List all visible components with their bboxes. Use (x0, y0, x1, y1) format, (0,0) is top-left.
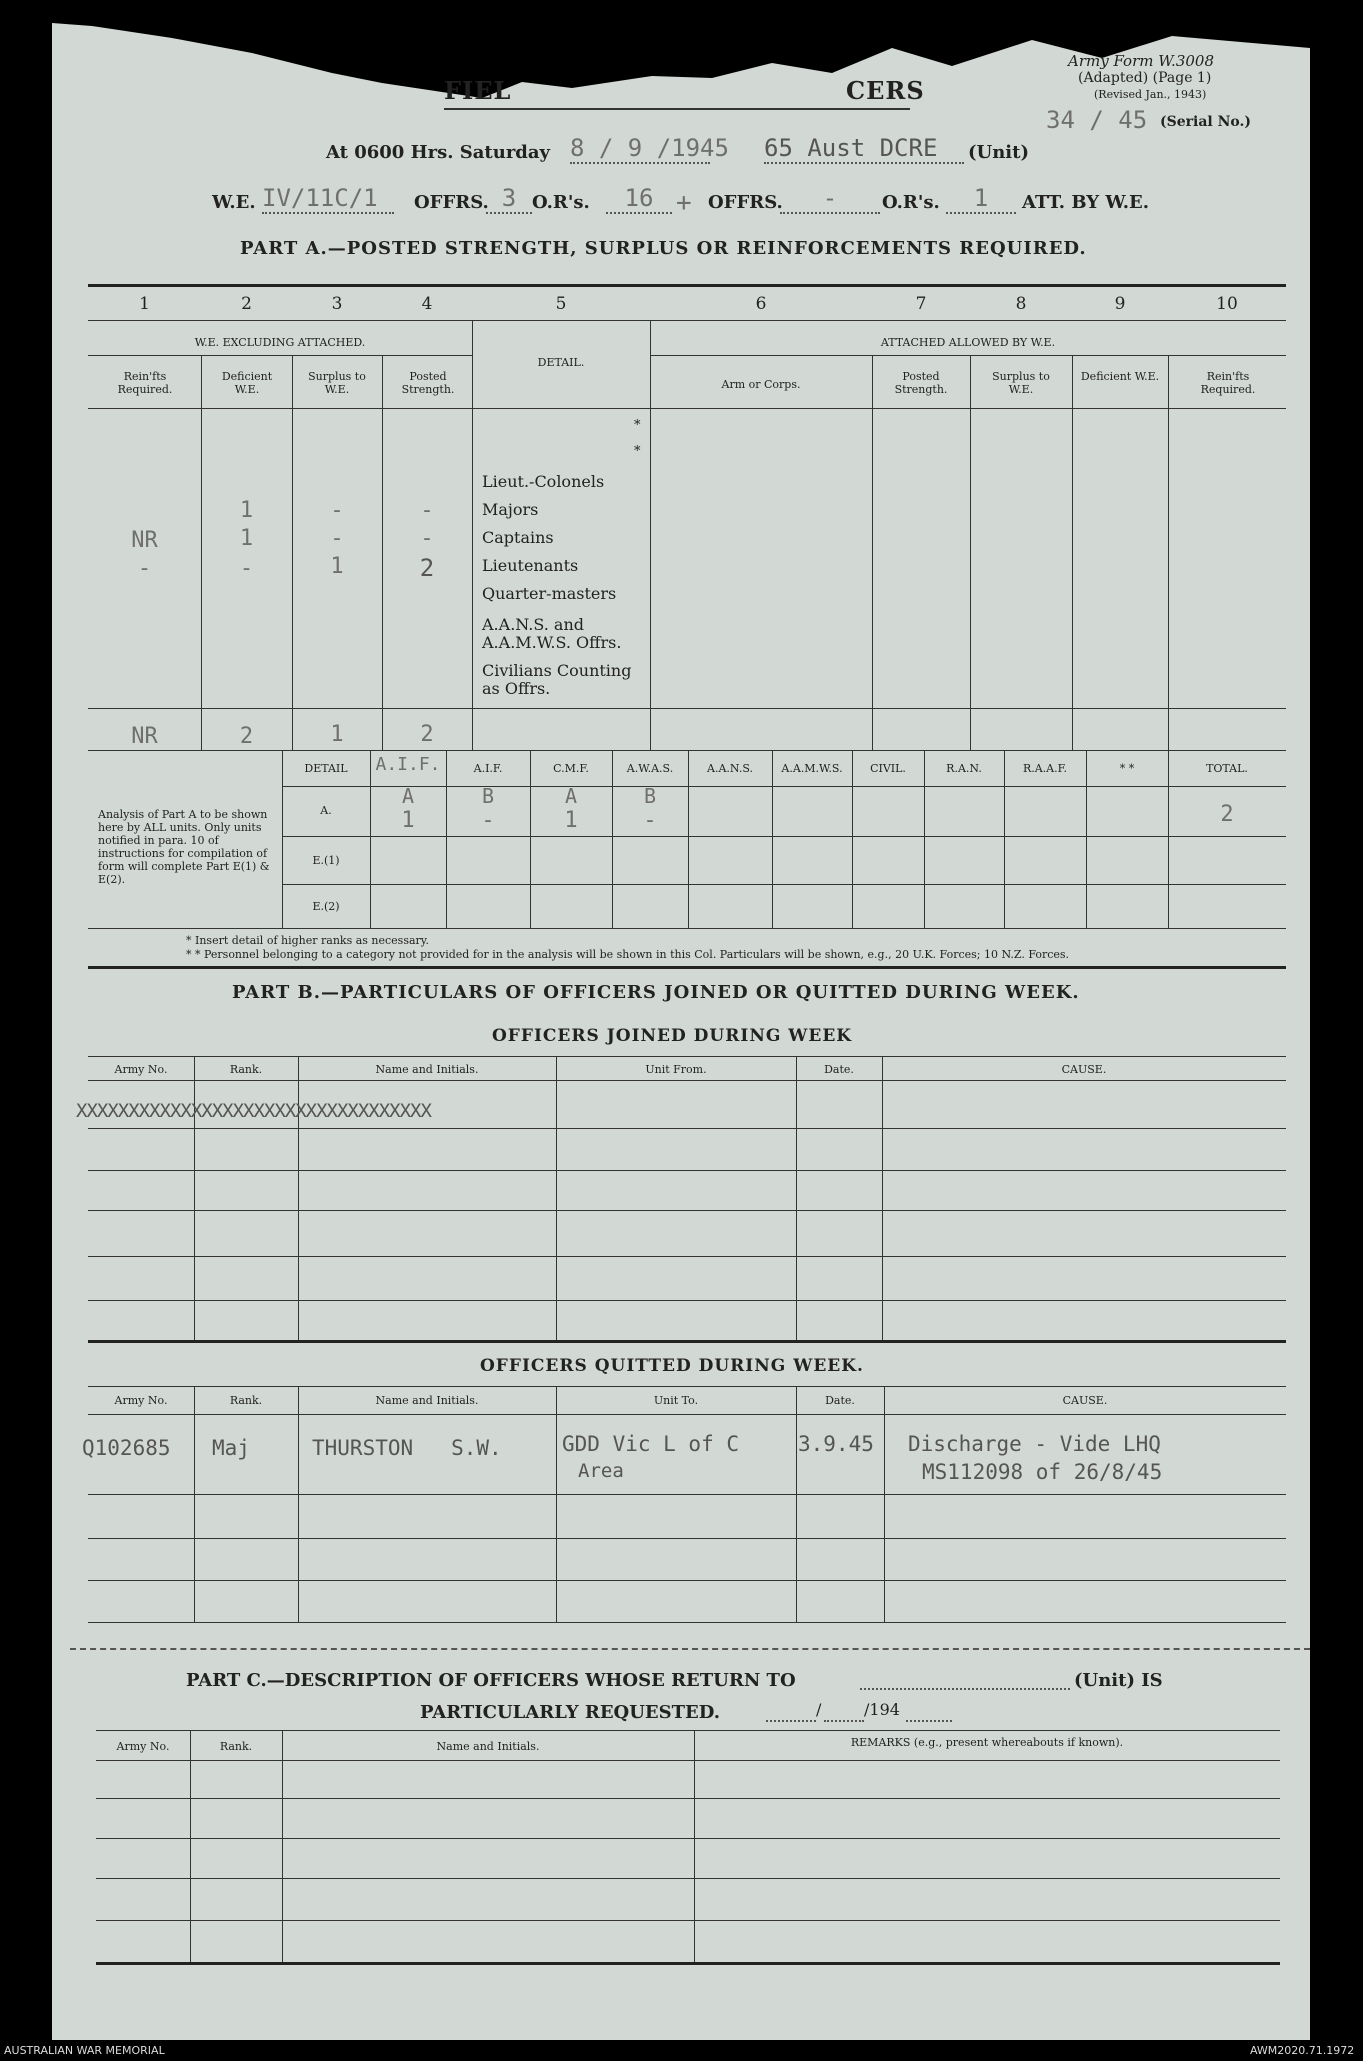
ors-label: O.R's. (532, 192, 590, 213)
hdr-reinfts-att: Rein'fts Required. (1200, 370, 1256, 396)
offrs-label: OFFRS. (414, 192, 489, 213)
serial-label: (Serial No.) (1160, 114, 1251, 130)
an-sub-cmf: A (564, 784, 578, 808)
q-unit-area: Area (578, 1460, 624, 1482)
an-sub-awas: B (643, 784, 657, 808)
hdr-detail: DETAIL. (537, 356, 585, 369)
an-hdr-ran: R.A.N. (946, 762, 982, 775)
unit-label: (Unit) (968, 142, 1029, 163)
captains-deficient: 1 (239, 526, 254, 551)
cut-line (70, 1648, 1310, 1650)
analysis-note: Analysis of Part A to be shown here by ALL units. Only units notified in para. 10 of instructions for compilation of form will complete Part E(1) & E(2). (98, 808, 270, 886)
plus-sign: + (676, 188, 692, 218)
asterisk-1: * (634, 418, 641, 433)
an-hdr-raaf: R.A.A.F. (1022, 762, 1068, 775)
total-reinfts: NR (131, 724, 158, 749)
army-form-label: Army Form W.3008 (1068, 52, 1214, 70)
an-hdr-cmf: C.M.F. (553, 762, 589, 775)
captains-posted: - (420, 526, 434, 551)
lts-deficient: - (239, 556, 254, 581)
j-hdr-date: Date. (824, 1063, 854, 1076)
c-hdr-remarks: REMARKS (e.g., present whereabouts if known). (850, 1736, 1124, 1749)
hdr-deficient-att: Deficient W.E. (1080, 370, 1160, 383)
col-num-8: 8 (1015, 294, 1027, 314)
form-title-left: FIEL (444, 76, 512, 105)
q-hdr-date: Date. (825, 1394, 855, 1407)
rank-lt-colonels: Lieut.-Colonels (482, 472, 605, 491)
we-label: W.E. (212, 192, 256, 213)
j-hdr-cause: CAUSE. (1061, 1063, 1107, 1076)
hdr-surplus-att: Surplus to W.E. (992, 370, 1050, 396)
adapted-label: (Adapted) (Page 1) (1078, 70, 1212, 86)
part-a-top-rule (88, 284, 1286, 287)
serial-value: 34 / 45 (1046, 106, 1148, 134)
offrs2-value: - (780, 184, 880, 214)
col-num-6: 6 (755, 294, 767, 314)
part-c-date-year-field[interactable] (906, 1704, 952, 1722)
rank-lieutenants: Lieutenants (482, 556, 579, 575)
rank-majors: Majors (482, 500, 539, 519)
part-c-date-day[interactable] (766, 1704, 816, 1722)
ors2-value: 1 (946, 184, 1016, 214)
quitted-title: OFFICERS QUITTED DURING WEEK. (480, 1356, 864, 1376)
j-hdr-army-no: Army No. (114, 1063, 168, 1076)
form-title-right: CERS (846, 76, 925, 105)
col-num-9: 9 (1114, 294, 1126, 314)
q-cause: Discharge - Vide LHQ (908, 1432, 1161, 1456)
majors-surplus: - (330, 498, 344, 523)
at-label: At 0600 Hrs. Saturday (326, 142, 551, 163)
q-date: 3.9.45 (798, 1432, 874, 1456)
hdr-deficient: Deficient W.E. (221, 370, 273, 396)
hdr-arm-corps: Arm or Corps. (721, 378, 801, 391)
group-we-excluding: W.E. EXCLUDING ATTACHED. (194, 336, 366, 349)
q-army-no: Q102685 (82, 1436, 171, 1460)
part-b-title: PART B.—PARTICULARS OF OFFICERS JOINED OR QUITTED DURING WEEK. (232, 982, 1080, 1003)
majors-posted: - (420, 498, 434, 523)
an-sub-aif: A (401, 784, 415, 808)
captains-surplus: - (330, 526, 344, 551)
col-num-4: 4 (421, 294, 433, 314)
captains-reinfts: NR (131, 528, 158, 553)
ors-value: 16 (606, 184, 672, 214)
title-underline (444, 108, 910, 110)
lts-posted: 2 (419, 554, 435, 582)
q-unit: GDD Vic L of C (562, 1432, 740, 1456)
an-hdr-aif-1: A.I.F. (375, 754, 441, 775)
total-posted: 2 (420, 722, 434, 747)
part-c-title-a: PART C.—DESCRIPTION OF OFFICERS WHOSE RETURN TO (186, 1670, 796, 1691)
ors2-label: O.R's. (882, 192, 940, 213)
q-cause-ref: MS112098 of 26/8/45 (922, 1460, 1163, 1484)
footnote-2: * * Personnel belonging to a category not provided for in the analysis will be shown in this Col. Particulars will be shown, e.g., 20 U.K. Forces; 10 N.Z. Forces. (186, 948, 1070, 961)
total-surplus: 1 (330, 722, 344, 747)
hdr-reinfts: Rein'fts Required. (117, 370, 173, 396)
col-num-2: 2 (241, 294, 252, 314)
group-attached: ATTACHED ALLOWED BY W.E. (880, 336, 1056, 349)
footer-left: AUSTRALIAN WAR MEMORIAL (4, 2044, 165, 2057)
col-num-1: 1 (139, 294, 150, 314)
part-c-date-month[interactable] (824, 1704, 864, 1722)
c-hdr-name: Name and Initials. (436, 1740, 540, 1753)
an-val-aif2: - (481, 808, 495, 833)
joined-title: OFFICERS JOINED DURING WEEK (492, 1026, 853, 1046)
an-val-cmf: 1 (564, 808, 578, 833)
total-deficient: 2 (239, 724, 254, 749)
rank-civilians: Civilians Counting as Offrs. (482, 661, 632, 698)
footnote-1: * Insert detail of higher ranks as necessary. (186, 934, 430, 947)
hdr-surplus: Surplus to W.E. (308, 370, 366, 396)
j-hdr-rank: Rank. (229, 1063, 263, 1076)
q-name: THURSTON S.W. (312, 1436, 502, 1460)
rank-aans: A.A.N.S. and A.A.M.W.S. Offrs. (482, 615, 622, 652)
col-num-10: 10 (1216, 294, 1238, 314)
an-row-a: A. (320, 804, 332, 817)
q-hdr-cause: CAUSE. (1062, 1394, 1108, 1407)
an-hdr-total: TOTAL. (1206, 762, 1248, 775)
an-total-value: 2 (1220, 802, 1234, 827)
an-hdr-aif-2: A.I.F. (473, 762, 503, 775)
majors-deficient: 1 (239, 498, 254, 523)
an-hdr-aamws: A.A.M.W.S. (781, 762, 843, 775)
j-hdr-name: Name and Initials. (375, 1063, 479, 1076)
c-hdr-rank: Rank. (219, 1740, 253, 1753)
revised-label: (Revised Jan., 1943) (1094, 88, 1207, 101)
att-label: ATT. BY W.E. (1022, 192, 1150, 213)
an-row-e1: E.(1) (312, 854, 340, 867)
footer-right: AWM2020.71.1972 (1250, 2044, 1355, 2057)
an-val-aif: 1 (401, 808, 415, 833)
lts-reinfts: - (137, 556, 152, 581)
an-val-awas: - (643, 808, 657, 833)
part-c-date-year: /194 (864, 1700, 900, 1719)
rank-quartermasters: Quarter-masters (482, 584, 617, 603)
hdr-posted: Posted Strength. (401, 370, 455, 396)
an-hdr-awas: A.W.A.S. (626, 762, 674, 775)
part-c-title-c: PARTICULARLY REQUESTED. (420, 1702, 720, 1723)
col-num-3: 3 (331, 294, 343, 314)
struck-joined-entry: XXXXXXXXXXXXXXXXXXXXXXXXXXXXXXXXXX (76, 1100, 431, 1122)
an-row-e2: E.(2) (312, 900, 340, 913)
part-a-title: PART A.—POSTED STRENGTH, SURPLUS OR REINFORCEMENTS REQUIRED. (240, 238, 1087, 259)
part-c-unit-field[interactable] (860, 1670, 1070, 1690)
lts-surplus: 1 (330, 554, 344, 579)
j-hdr-unit-from: Unit From. (645, 1063, 707, 1076)
q-rank: Maj (212, 1436, 250, 1460)
asterisk-2: * (634, 444, 641, 459)
q-hdr-unit-to: Unit To. (653, 1394, 699, 1407)
offrs2-label: OFFRS. (708, 192, 783, 213)
we-value: IV/11C/1 (262, 184, 394, 214)
date-value: 8 / 9 /1945 (570, 134, 729, 162)
part-c-title-b: (Unit) IS (1074, 1670, 1163, 1691)
offrs-value: 3 (486, 184, 532, 214)
rank-captains: Captains (482, 528, 554, 547)
hdr-posted-att: Posted Strength. (894, 370, 948, 396)
col-num-7: 7 (915, 294, 927, 314)
unit-value: 65 Aust DCRE (764, 134, 964, 164)
an-hdr-aans: A.A.N.S. (707, 762, 753, 775)
q-hdr-army-no: Army No. (114, 1394, 168, 1407)
an-sub-aif2: B (481, 784, 495, 808)
q-hdr-name: Name and Initials. (375, 1394, 479, 1407)
an-hdr-civil: CIVIL. (870, 762, 906, 775)
an-hdr-other: * * (1119, 762, 1135, 775)
col-num-5: 5 (555, 294, 567, 314)
c-hdr-army-no: Army No. (116, 1740, 170, 1753)
an-hdr-detail: DETAIL (304, 762, 348, 775)
q-hdr-rank: Rank. (229, 1394, 263, 1407)
